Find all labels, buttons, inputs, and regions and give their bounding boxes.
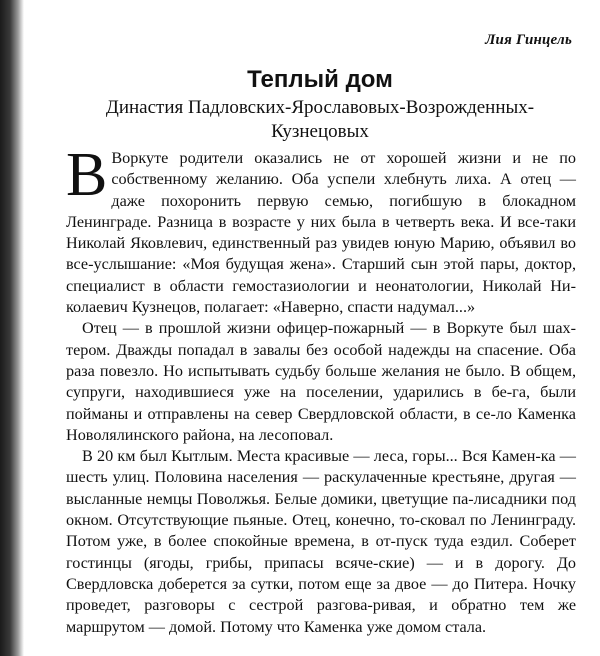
paragraph-3: В 20 км был Кытлым. Места красивые — леса, горы... Вся Камен-ка — шесть улиц. Половина населения — раскулаченные крестьяне, другая — высланные немцы Поволжья. Белые домики, цветущие па-лисадники под окном. Отсутствующие пьяные. Отец, конечно, то-сковал по Ленинграду. Потом уже, в более спокойные времена, в от-пуск туда ездил. Соберет гостинцы (ягоды, грибы, припасы всяче-ские) — и в дорогу. До Свердловска доберется за сутки, потом еще за двое — до Питера. Ночку проведет, разговоры с сестрой разгова-ривая, и обратно тем же маршрутом — домой. Потому что Каменка уже домом стала. <box>66 447 576 636</box>
article-title: Теплый дом <box>247 66 393 93</box>
article-body <box>66 141 576 638</box>
drop-cap: В <box>66 141 108 209</box>
running-header-author: Лия Гинцель <box>485 32 572 48</box>
article-subtitle: Династия Падловских-Ярославовых-Возрожденных-Кузнецовых <box>105 97 535 142</box>
paragraph-2: Отец — в прошлой жизни офицер-пожарный — в Воркуте был шах-тером. Дважды попадал в завалы без особой надежды на спасение. Оба раза повезло. Но испытывать судьбу больше желания не было. В общем, супруги, находившиеся уже на поселении, ударились в бе-га, были пойманы и отправлены на север Свердловской области, в се-ло Каменка Новолялинского района, на лесоповал. <box>66 319 576 444</box>
paragraph-1-text: Воркуте родители оказались не от хорошей жизни и не по собственному желанию. Оба успели хлебнуть лиха. А отец — даже похоронить первую семью, погибшую в блокадном Ленинграде. Разница в возрасте у них была в четверть века. И все-таки Николай Яковлевич, единственный раз увидев юную Марию, объявил во все-услышание: «Моя будущая жена». Старший сын этой пары, доктор, специалист в области гемостазиологии и неонатологии, Николай Ни-колаевич Кузнецов, полагает: «Наверно, спасти надумал...» <box>66 149 576 317</box>
page-binding-shadow <box>0 0 24 656</box>
paragraph-1 <box>66 141 576 318</box>
